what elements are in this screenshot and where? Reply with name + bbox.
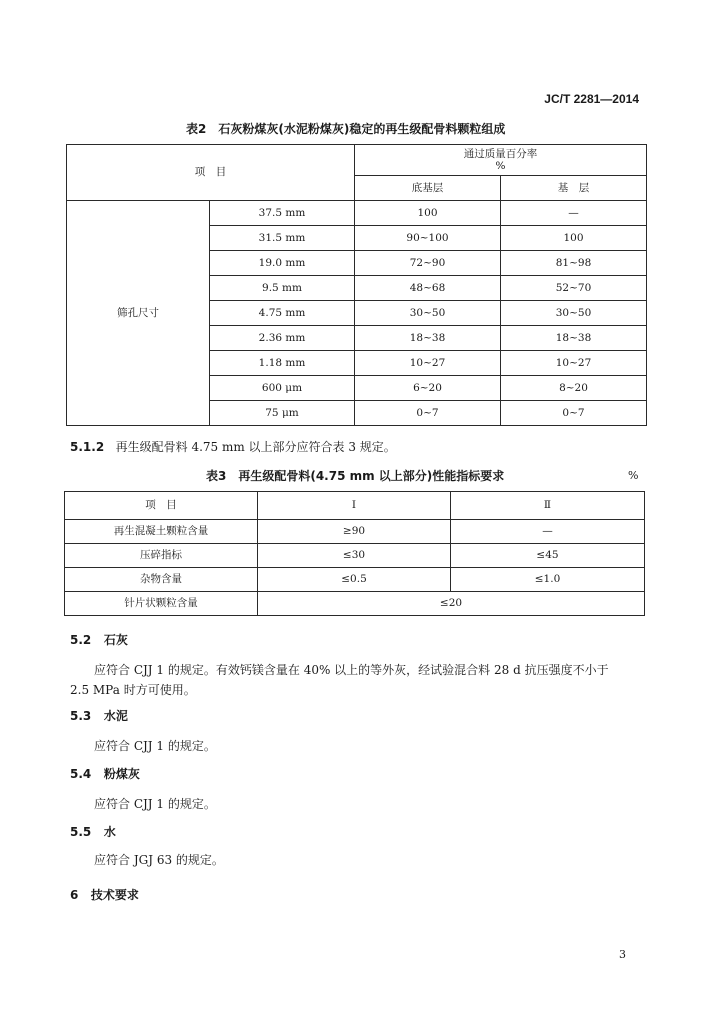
subbase-cell: 18~38 (355, 326, 501, 351)
grade2-cell: ≤45 (451, 544, 645, 568)
section-5-5-heading (70, 823, 116, 840)
item-cell: 压碎指标 (65, 544, 258, 568)
grade1-cell: ≥90 (258, 520, 451, 544)
table3-item-header: 项 目 (65, 492, 258, 520)
base-cell: 0~7 (501, 401, 647, 426)
table2-col-base: 基 层 (501, 176, 647, 201)
table2-item-header: 项 目 (67, 145, 355, 201)
item-cell: 针片状颗粒含量 (65, 592, 258, 616)
passing-header-text: 通过质量百分率 (463, 147, 538, 160)
section-number: 5.5 (70, 825, 92, 839)
item-cell: 再生混凝土颗粒含量 (65, 520, 258, 544)
subbase-cell: 100 (355, 201, 501, 226)
base-cell: 100 (501, 226, 647, 251)
table3 (64, 491, 645, 616)
section-title: 技术要求 (90, 888, 139, 902)
sieve-size-cell: 2.36 mm (210, 326, 355, 351)
section-number: 5.3 (70, 709, 92, 723)
section-number: 5.4 (70, 767, 92, 781)
sieve-size-cell: 37.5 mm (210, 201, 355, 226)
section-5-3-heading (70, 707, 128, 724)
subbase-cell: 30~50 (355, 301, 501, 326)
table3-col-1: Ⅰ (258, 492, 451, 520)
section-number: 6 (70, 888, 79, 902)
section-title: 水泥 (103, 709, 128, 723)
base-cell: — (501, 201, 647, 226)
table3-caption: 表3 再生级配骨料(4.75 mm 以上部分)性能指标要求 (206, 469, 505, 483)
section-title: 粉煤灰 (103, 767, 140, 781)
sieve-size-cell: 9.5 mm (210, 276, 355, 301)
table2 (66, 144, 647, 426)
subbase-cell: 48~68 (355, 276, 501, 301)
subbase-cell: 10~27 (355, 351, 501, 376)
subbase-cell: 72~90 (355, 251, 501, 276)
base-cell: 52~70 (501, 276, 647, 301)
sieve-size-cell: 19.0 mm (210, 251, 355, 276)
section-5-3-text: 应符合 CJJ 1 的规定。 (94, 739, 216, 753)
grade2-cell: — (451, 520, 645, 544)
section-5-4-text: 应符合 CJJ 1 的规定。 (94, 797, 216, 811)
subbase-cell: 0~7 (355, 401, 501, 426)
merged-value-cell: ≤20 (258, 592, 645, 616)
grade2-cell: ≤1.0 (451, 568, 645, 592)
table3-col-2: Ⅱ (451, 492, 645, 520)
clause-number: 5.1.2 (70, 440, 105, 454)
sieve-size-cell: 1.18 mm (210, 351, 355, 376)
section-6-heading (70, 886, 139, 903)
item-cell: 杂物含量 (65, 568, 258, 592)
base-cell: 18~38 (501, 326, 647, 351)
section-5-2-text: 应符合 CJJ 1 的规定。有效钙镁含量在 40% 以上的等外灰，经试验混合料 28 d 抗压强度不小于 (94, 663, 609, 677)
clause-text: 再生级配骨料 4.75 mm 以上部分应符合表 3 规定。 (115, 440, 396, 454)
section-5-5-text: 应符合 JGJ 63 的规定。 (94, 853, 224, 867)
sieve-size-cell: 31.5 mm (210, 226, 355, 251)
table2-col-subbase: 底基层 (355, 176, 501, 201)
table2-passing-header (355, 145, 647, 176)
base-cell: 10~27 (501, 351, 647, 376)
base-cell: 81~98 (501, 251, 647, 276)
subbase-cell: 6~20 (355, 376, 501, 401)
base-cell: 8~20 (501, 376, 647, 401)
base-cell: 30~50 (501, 301, 647, 326)
section-5-4-heading (70, 765, 140, 782)
section-number: 5.2 (70, 633, 92, 647)
table2-row-group-label: 筛孔尺寸 (67, 201, 210, 426)
clause-5-1-2 (70, 438, 396, 455)
subbase-cell: 90~100 (355, 226, 501, 251)
section-5-2-heading (70, 631, 128, 648)
standard-code: JC/T 2281—2014 (544, 92, 639, 106)
grade1-cell: ≤30 (258, 544, 451, 568)
section-5-2-text-cont: 2.5 MPa 时方可使用。 (70, 683, 196, 697)
grade1-cell: ≤0.5 (258, 568, 451, 592)
passing-header-unit: % (495, 160, 506, 172)
table2-caption: 表2 石灰粉煤灰(水泥粉煤灰)稳定的再生级配骨料颗粒组成 (186, 122, 506, 136)
section-title: 水 (103, 825, 116, 839)
page-number: 3 (619, 948, 626, 961)
sieve-size-cell: 75 μm (210, 401, 355, 426)
sieve-size-cell: 600 μm (210, 376, 355, 401)
table3-unit: % (628, 469, 639, 482)
sieve-size-cell: 4.75 mm (210, 301, 355, 326)
section-title: 石灰 (103, 633, 128, 647)
